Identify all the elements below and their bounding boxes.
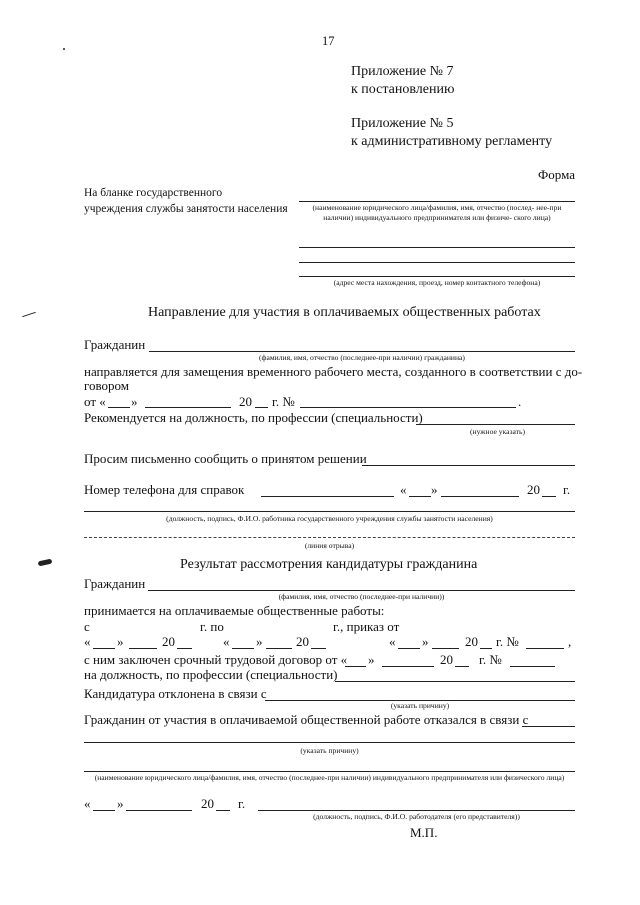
term-number-line[interactable] — [510, 666, 555, 667]
from-close: » — [131, 394, 138, 409]
recipient-name-line[interactable] — [299, 201, 575, 202]
blank-line-2: учреждения службы занятости населения — [84, 203, 288, 215]
order-year-line[interactable] — [480, 648, 492, 649]
order-close-2: » — [256, 634, 263, 649]
end-day-line[interactable] — [232, 648, 254, 649]
caption-employee-position: (должность, подпись, Ф.И.О. работника государственного учреждения службы занятости населения) — [166, 514, 493, 523]
employer-g: г. — [238, 796, 246, 811]
order-close-1: » — [117, 634, 124, 649]
refused-reason-line-1[interactable] — [522, 726, 575, 727]
contract-month-line[interactable] — [145, 407, 231, 408]
caption-recipient-name: (наименование юридического лица/фамилия, имя, отчество (послед- нее-при наличии) индивидуального предпринимателя или физиче- ского лица) — [312, 203, 562, 222]
order-comma: , — [568, 634, 572, 649]
scan-mark — [38, 559, 53, 567]
employer-day-line[interactable] — [93, 810, 115, 811]
employer-year-line[interactable] — [216, 810, 230, 811]
order-month-line[interactable] — [432, 648, 459, 649]
contract-label: с ним заключен срочный трудовой договор от « — [84, 652, 348, 667]
to-resolution: к постановлению — [351, 82, 455, 97]
address-line-1[interactable] — [299, 247, 575, 248]
page-number: 17 — [322, 34, 335, 48]
employee-signature-line[interactable] — [84, 511, 575, 512]
sent-line-2: говором — [84, 378, 130, 393]
year-suffix: г. № — [272, 394, 295, 409]
to-regulation: к административному регламенту — [351, 134, 553, 149]
order-close-3: » — [422, 634, 429, 649]
decision-line[interactable] — [362, 465, 575, 466]
recommended-label: Рекомендуется на должность, по профессии (специальности) — [84, 410, 423, 425]
phone-close-quote: » — [431, 482, 438, 497]
blank-line-1: На бланке государственного — [84, 187, 223, 199]
term-year-line[interactable] — [455, 666, 469, 667]
phone-month-line[interactable] — [441, 496, 519, 497]
end-month-line[interactable] — [266, 648, 292, 649]
period: . — [518, 394, 522, 409]
term-close-quote: » — [368, 652, 375, 667]
recommended-position-line[interactable] — [416, 424, 575, 425]
phone-line[interactable] — [261, 496, 394, 497]
start-year-line[interactable] — [177, 648, 192, 649]
end-year-20: 20 — [296, 634, 309, 649]
appendix-5: Приложение № 5 — [351, 116, 454, 131]
result-position-label: на должность, по профессии (специальности) — [84, 667, 338, 682]
order-year-20: 20 — [465, 634, 478, 649]
employer-name-line[interactable] — [84, 771, 575, 772]
citizen-fio-line[interactable] — [149, 351, 575, 352]
contract-day-line[interactable] — [108, 407, 130, 408]
order-number-label: г. № — [496, 634, 519, 649]
phone-g: г. — [563, 482, 571, 497]
caption-employer: (наименование юридического лица/фамилия, имя, отчество (последнее-при наличии) индивидуального предпринимателя или физического лица) — [94, 773, 565, 782]
end-year-line[interactable] — [311, 648, 326, 649]
from-label: от « — [84, 394, 106, 409]
order-day-line[interactable] — [398, 648, 420, 649]
caption-employer-signature: (должность, подпись, Ф.И.О. работодателя (его представителя)) — [313, 812, 520, 821]
cut-line-caption: (линия отрыва) — [304, 541, 355, 550]
employer-open-quote: « — [84, 796, 91, 811]
accepted-label: принимается на оплачиваемые общественные работы: — [84, 603, 385, 618]
refused-label: Гражданин от участия в оплачиваемой общественной работе отказался в связи с — [84, 712, 529, 727]
order-number-line[interactable] — [526, 648, 564, 649]
refused-reason-line-2[interactable] — [84, 742, 575, 743]
term-year-20: 20 — [440, 652, 453, 667]
phone-open-quote: « — [400, 482, 407, 497]
rejected-label: Кандидатура отклонена в связи с — [84, 686, 267, 701]
order-open-3: « — [389, 634, 396, 649]
employer-close-quote: » — [117, 796, 124, 811]
order-open-1: « — [84, 634, 91, 649]
start-day-line[interactable] — [93, 648, 115, 649]
employer-year-20: 20 — [201, 796, 214, 811]
form-label: Форма — [538, 167, 575, 182]
caption-address: (адрес места нахождения, проезд, номер контактного телефона) — [333, 278, 541, 287]
with-label: с — [84, 619, 90, 634]
start-month-line[interactable] — [129, 648, 157, 649]
sent-line-1: направляется для замещения временного рабочего места, созданного в соответствии с до- — [84, 364, 583, 379]
address-line-3[interactable] — [299, 276, 575, 277]
result-citizen-label: Гражданин — [84, 576, 146, 591]
scan-mark-2 — [22, 312, 36, 317]
phone-label: Номер телефона для справок — [84, 482, 245, 497]
order-open-2: « — [223, 634, 230, 649]
phone-year-line[interactable] — [542, 496, 556, 497]
contract-year-line[interactable] — [255, 407, 268, 408]
result-title: Результат рассмотрения кандидатуры гражданина — [180, 557, 478, 572]
citizen-label: Гражданин — [84, 337, 146, 352]
caption-needed: (нужное указать) — [470, 427, 525, 436]
phone-day-line[interactable] — [409, 496, 431, 497]
stamp-label: М.П. — [410, 825, 438, 840]
phone-year-20: 20 — [527, 482, 540, 497]
employer-month-line[interactable] — [126, 810, 192, 811]
employer-signature-line[interactable] — [258, 810, 575, 811]
cut-line — [84, 537, 575, 538]
term-month-line[interactable] — [382, 666, 434, 667]
caption-citizen-fio: (фамилия, имя, отчество (последнее-при наличии) гражданина) — [259, 353, 465, 362]
caption-reason: (указать причину) — [390, 701, 450, 710]
ask-report-label: Просим письменно сообщить о принятом решении — [84, 451, 367, 466]
caption-result-fio: (фамилия, имя, отчество (последнее-при наличии)) — [278, 592, 445, 601]
result-citizen-fio-line[interactable] — [148, 590, 575, 591]
term-day-line[interactable] — [345, 666, 366, 667]
direction-title: Направление для участия в оплачиваемых общественных работах — [148, 305, 541, 320]
address-line-2[interactable] — [299, 262, 575, 263]
term-number-label: г. № — [479, 652, 502, 667]
g-order-label: г., приказ от — [333, 619, 400, 634]
g-to-label: г. по — [200, 619, 224, 634]
appendix-7: Приложение № 7 — [351, 64, 454, 79]
scan-dot — [63, 48, 65, 50]
caption-reason-2: (указать причину) — [300, 746, 359, 755]
result-position-line[interactable] — [335, 681, 575, 682]
contract-number-line[interactable] — [300, 407, 516, 408]
start-year-20: 20 — [162, 634, 175, 649]
year-20: 20 — [239, 394, 252, 409]
